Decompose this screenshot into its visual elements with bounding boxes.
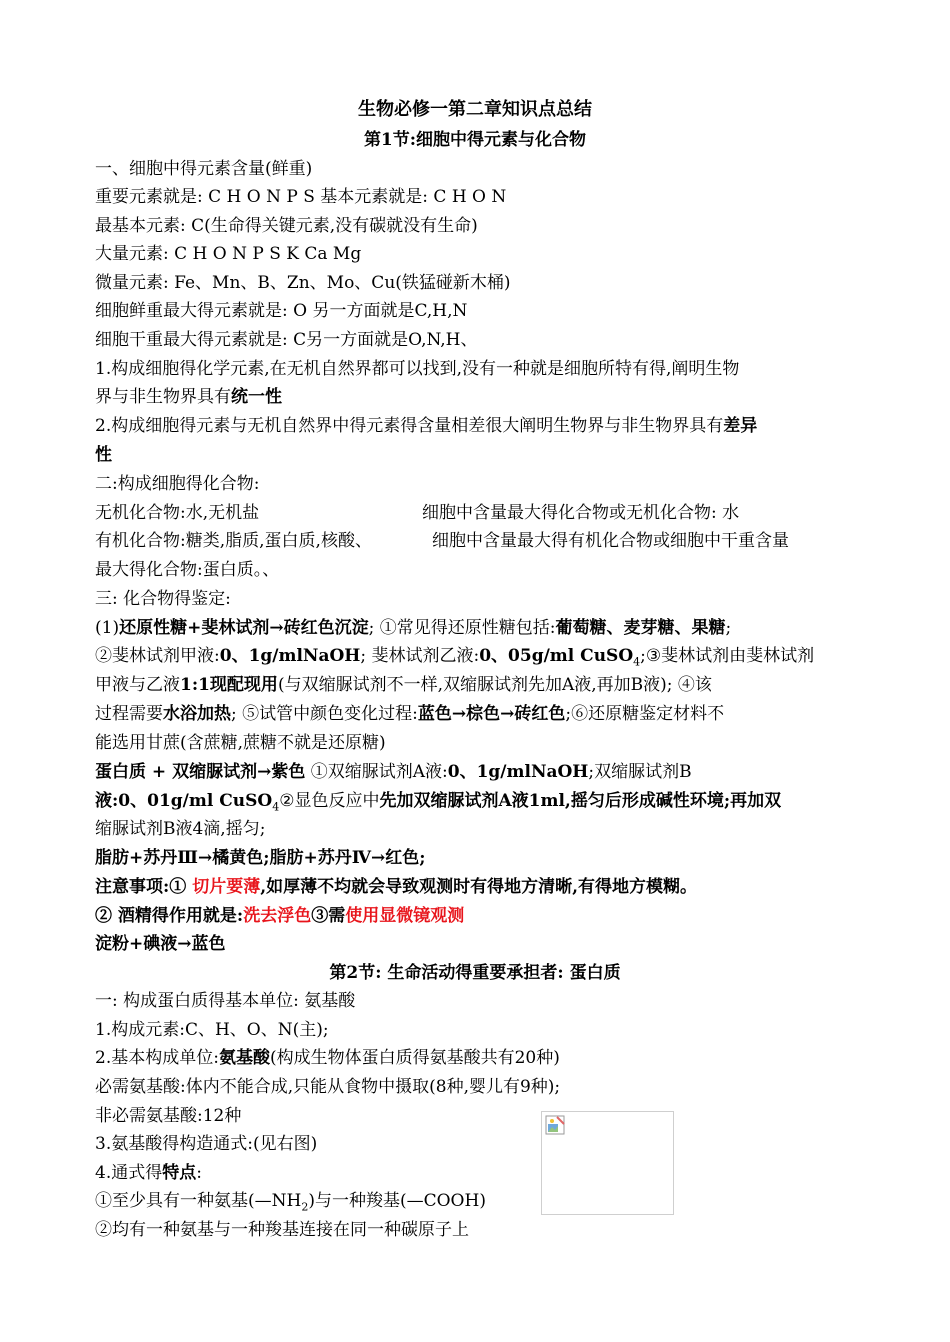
text: ;⑥还原糖鉴定材料不	[565, 704, 725, 724]
amino-acid-figure-placeholder	[541, 1111, 674, 1215]
text: 界与非生物界具有	[95, 387, 231, 407]
bold-text: 差异	[723, 416, 758, 436]
subscript: 2	[301, 1200, 309, 1214]
text: 过程需要	[95, 704, 163, 724]
bold-text: 氨基酸	[218, 1048, 270, 1068]
line-16	[95, 645, 814, 673]
line-23: 脂肪+苏丹Ⅲ→橘黄色;脂肪+苏丹Ⅳ→红色;	[95, 848, 426, 868]
section-1-title: 第1节:细胞中得元素与化合物	[363, 130, 587, 150]
text: ③需	[311, 906, 346, 926]
doc-title: 生物必修一第二章知识点总结	[358, 99, 592, 120]
bold-text: 0、01g/ml CuSO	[118, 791, 273, 811]
text: (构成生物体蛋白质得氨基酸共有20种)	[269, 1048, 560, 1068]
bold-text: 水浴加热	[163, 704, 231, 724]
text: ①双缩脲试剂A液:	[305, 762, 448, 782]
line-m7	[95, 1162, 202, 1184]
line-m5: 非必需氨基酸:12种	[95, 1106, 242, 1126]
line-14: 三: 化合物得鉴定:	[95, 589, 231, 609]
red-text: 使用显微镜观测	[345, 906, 465, 926]
text-right: 细胞中含量最大得化合物或无机化合物: 水	[422, 503, 740, 523]
bold-text: 特点	[162, 1163, 197, 1183]
line-m4: 必需氨基酸:体内不能合成,只能从食物中摄取(8种,婴儿有9种);	[95, 1077, 561, 1097]
bold-text: 蓝色→棕色→砖红色	[417, 704, 566, 724]
line-m1: 一: 构成蛋白质得基本单位: 氨基酸	[95, 991, 356, 1011]
line-22: 缩脲试剂B液4滴,摇匀;	[95, 819, 266, 839]
bold-text: 还原性糖+斐林试剂→砖红色沉淀	[119, 618, 369, 638]
bold-text: 0、1g/mlNaOH	[219, 646, 361, 666]
text: ;③斐林试剂由斐林试剂	[640, 646, 815, 666]
text: 注意事项:①	[95, 877, 193, 897]
line-11	[95, 502, 740, 524]
section-2-title: 第2节: 生命活动得重要承担者: 蛋白质	[329, 963, 621, 983]
subscript: 4	[633, 655, 641, 669]
text: ; 斐林试剂乙液:	[360, 646, 480, 666]
text: ;	[725, 618, 732, 638]
line-9a	[95, 415, 757, 437]
line-26: 淀粉+碘液→蓝色	[95, 934, 226, 954]
line-m6: 3.氨基酸得构造通式:(见右图)	[95, 1134, 318, 1154]
text: ①至少具有一种氨基(—NH	[95, 1191, 302, 1211]
text: )与一种羧基(—COOH)	[308, 1191, 486, 1211]
bold-text: 0、05g/ml CuSO	[479, 646, 634, 666]
text: 甲液与乙液	[95, 675, 180, 695]
red-text: 洗去浮色	[243, 906, 312, 926]
line-18	[95, 703, 724, 725]
line-12	[95, 530, 789, 552]
text-right: 细胞中含量最大得有机化合物或细胞中干重含量	[432, 531, 789, 551]
text: ② 酒精得作用就是:	[95, 906, 244, 926]
line-10: 二:构成细胞得化合物:	[95, 474, 260, 494]
bold-text: 1:1现配现用	[180, 675, 278, 695]
bold-text: 液:	[95, 791, 119, 811]
red-text: 切片要薄	[192, 877, 261, 897]
bold-text: 统一性	[231, 387, 282, 407]
bold-text: 葡萄糖、麦芽糖、果糖	[555, 618, 726, 638]
line-m3	[95, 1047, 560, 1069]
text: (与双缩脲试剂不一样,双缩脲试剂先加A液,再加B液); ④该	[277, 675, 712, 695]
bold-text: 先加双缩脲试剂A液1ml,摇匀后形成碱性环境;再加双	[379, 791, 782, 811]
text: 2.基本构成单位:	[95, 1048, 219, 1068]
text-left: 有机化合物:糖类,脂质,蛋白质,核酸、	[95, 531, 372, 551]
text: ; ①常见得还原性糖包括:	[368, 618, 556, 638]
line-m9: ②均有一种氨基与一种羧基连接在同一种碳原子上	[95, 1220, 469, 1240]
bold-text: 0、1g/mlNaOH	[447, 762, 589, 782]
line-2: 重要元素就是: C H O N P S 基本元素就是: C H O N	[95, 187, 507, 207]
line-9b: 性	[95, 445, 112, 465]
subscript: 4	[272, 800, 280, 814]
text: 4.通式得	[95, 1163, 163, 1183]
text: ; ⑤试管中颜色变化过程:	[231, 704, 418, 724]
text: (1)	[95, 618, 120, 638]
line-m2: 1.构成元素:C、H、O、N(主);	[95, 1020, 329, 1040]
line-8a: 1.构成细胞得化学元素,在无机自然界都可以找到,没有一种就是细胞所特有得,阐明生物	[95, 359, 740, 379]
text: :	[196, 1163, 202, 1183]
line-25	[95, 905, 464, 927]
line-5: 微量元素: Fe、Mn、B、Zn、Mo、Cu(铁猛碰新木桶)	[95, 273, 511, 293]
line-3: 最基本元素: C(生命得关键元素,没有碳就没有生命)	[95, 216, 478, 236]
text: ②显色反应中	[279, 791, 380, 811]
broken-image-icon	[545, 1115, 565, 1135]
line-1: 一、细胞中得元素含量(鲜重)	[95, 159, 313, 179]
line-15	[95, 617, 731, 639]
line-7: 细胞干重最大得元素就是: C另一方面就是O,N,H、	[95, 330, 478, 350]
text: 2.构成细胞得元素与无机自然界中得元素得含量相差很大阐明生物界与非生物界具有	[95, 416, 724, 436]
text: ;双缩脲试剂B	[588, 762, 692, 782]
bold-text: 蛋白质 + 双缩脲试剂→紫色	[95, 762, 306, 782]
line-4: 大量元素: C H O N P S K Ca Mg	[95, 244, 362, 264]
line-20	[95, 761, 692, 783]
text: ②斐林试剂甲液:	[95, 646, 220, 666]
line-24	[95, 876, 697, 898]
line-13: 最大得化合物:蛋白质。、	[95, 560, 280, 580]
line-8b	[95, 386, 282, 408]
line-21	[95, 790, 781, 818]
line-19: 能选用甘蔗(含蔗糖,蔗糖不就是还原糖)	[95, 733, 386, 753]
text: ,如厚薄不均就会导致观测时有得地方清晰,有得地方模糊。	[260, 877, 698, 897]
text-left: 无机化合物:水,无机盐	[95, 503, 260, 523]
line-m8	[95, 1190, 486, 1218]
line-6: 细胞鲜重最大得元素就是: O 另一方面就是C,H,N	[95, 301, 468, 321]
line-17	[95, 674, 712, 696]
